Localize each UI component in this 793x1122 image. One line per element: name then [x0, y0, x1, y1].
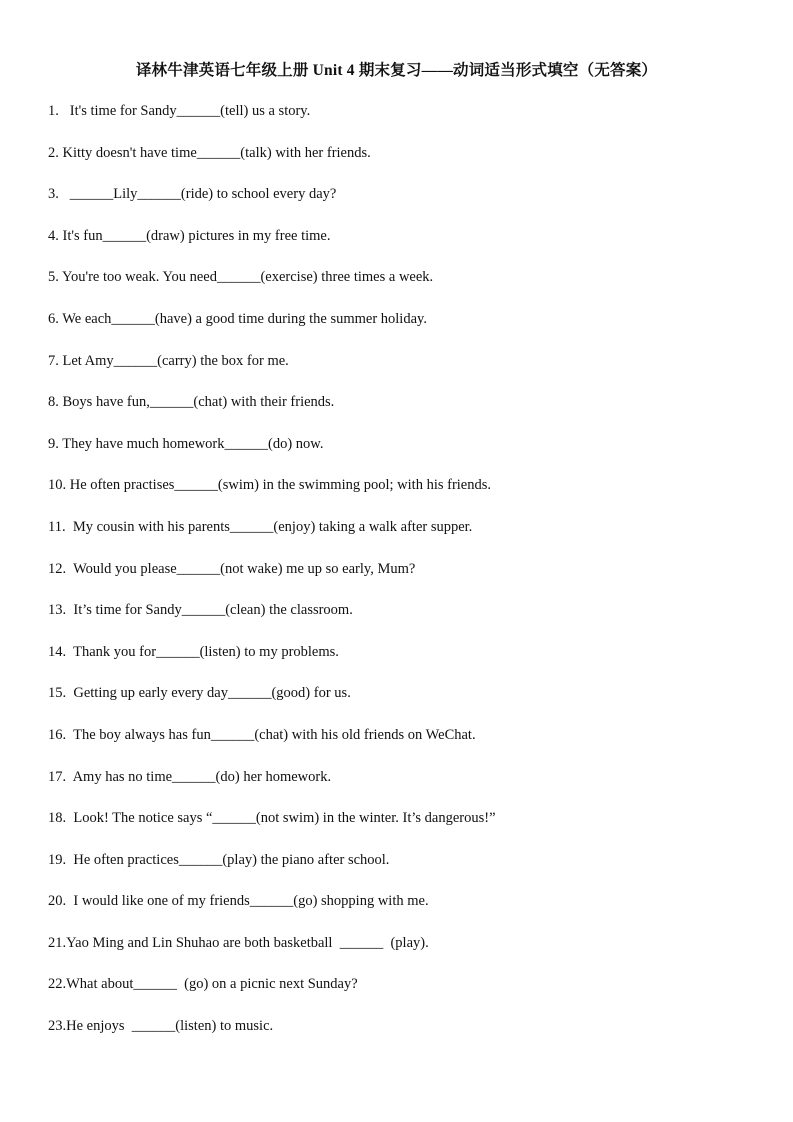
question-item: 9. They have much homework______(do) now.: [48, 435, 324, 452]
question-item: 12. Would you please______(not wake) me up so early, Mum?: [48, 560, 416, 577]
question-item: 4. It's fun______(draw) pictures in my free time.: [48, 227, 331, 244]
question-list: [48, 101, 768, 1058]
question-item: 18. Look! The notice says “______(not swim) in the winter. It’s dangerous!”: [48, 810, 496, 827]
question-item: 14. Thank you for______(listen) to my problems.: [48, 643, 339, 660]
question-item: 11. My cousin with his parents______(enjoy) taking a walk after supper.: [48, 518, 473, 535]
page-title: 译林牛津英语七年级上册 Unit 4 期末复习——动词适当形式填空（无答案）: [135, 62, 658, 79]
question-item: 19. He often practices______(play) the piano after school.: [48, 851, 390, 868]
question-item: 2. Kitty doesn't have time______(talk) with her friends.: [48, 144, 371, 161]
question-item: 22.What about______ (go) on a picnic next Sunday?: [48, 976, 358, 993]
question-item: 17. Amy has no time______(do) her homework.: [48, 768, 332, 785]
question-item: 8. Boys have fun,______(chat) with their friends.: [48, 394, 335, 411]
question-item: 13. It’s time for Sandy______(clean) the classroom.: [48, 602, 353, 619]
question-item: 1. It's time for Sandy______(tell) us a story.: [48, 103, 311, 119]
question-item: 21.Yao Ming and Lin Shuhao are both basketball ______ (play).: [48, 934, 429, 951]
question-item: 16. The boy always has fun______(chat) with his old friends on WeChat.: [48, 726, 476, 743]
question-item: 15. Getting up early every day______(good) for us.: [48, 685, 351, 702]
question-item: 20. I would like one of my friends______(go) shopping with me.: [48, 893, 429, 910]
question-item: 7. Let Amy______(carry) the box for me.: [48, 352, 289, 369]
question-item: 23.He enjoys ______(listen) to music.: [48, 1018, 274, 1035]
question-item: 5. You're too weak. You need______(exercise) three times a week.: [48, 269, 434, 286]
question-item: 6. We each______(have) a good time during the summer holiday.: [48, 310, 427, 327]
question-item: 10. He often practises______(swim) in the swimming pool; with his friends.: [48, 477, 492, 494]
question-item: 3. ______Lily______(ride) to school every day?: [48, 186, 337, 203]
